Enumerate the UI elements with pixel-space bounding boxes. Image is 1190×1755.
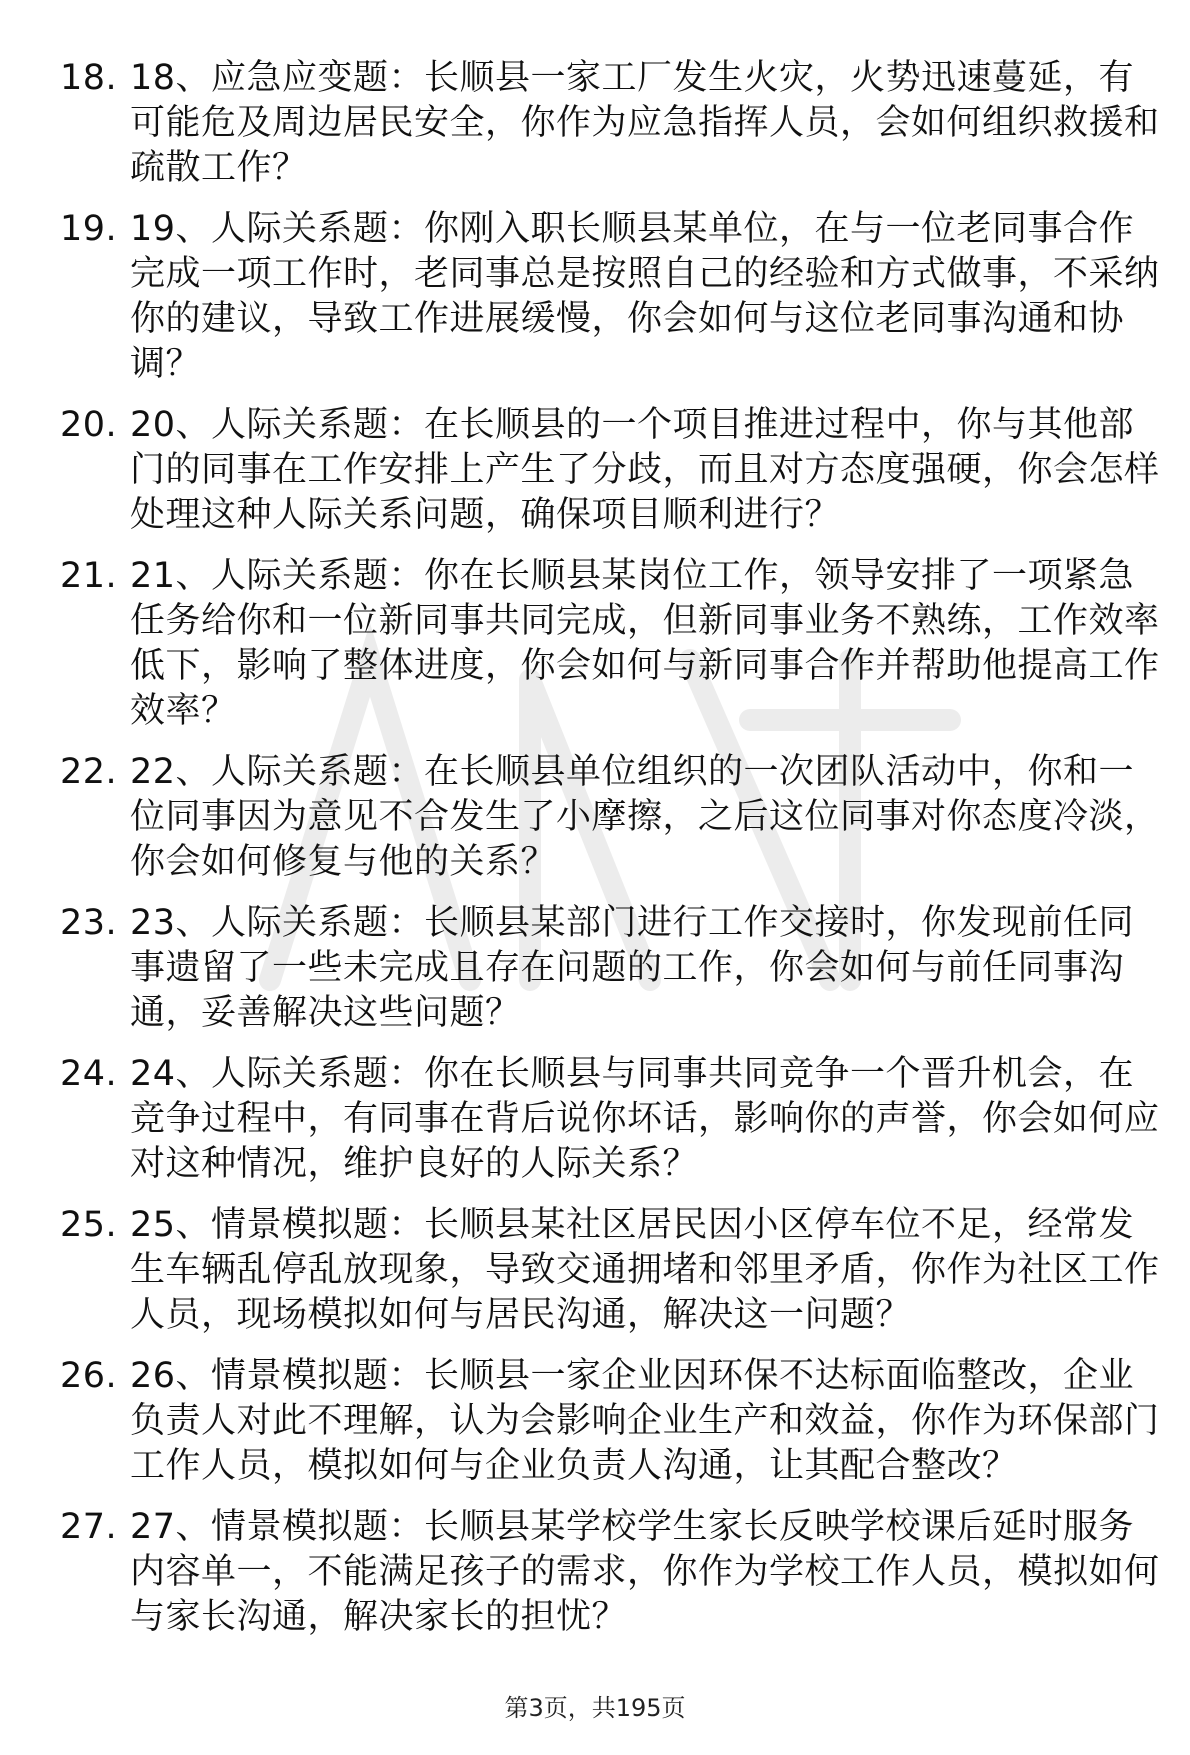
question-text: 19、人际关系题：你刚入职长顺县某单位，在与一位老同事合作完成一项工作时，老同事总是按照自己的经验和方式做事，不采纳你的建议，导致工作进展缓慢，你会如何与这位老同事沟通和协调？ [130,209,1160,384]
list-item [60,403,1160,538]
question-list [60,56,1160,1656]
list-item [60,207,1160,387]
list-item [60,901,1160,1036]
question-text: 25、情景模拟题：长顺县某社区居民因小区停车位不足，经常发生车辆乱停乱放现象，导致交通拥堵和邻里矛盾，你作为社区工作人员，现场模拟如何与居民沟通，解决这一问题？ [130,1205,1160,1335]
list-item [60,1052,1160,1187]
question-text: 22、人际关系题：在长顺县单位组织的一次团队活动中，你和一位同事因为意见不合发生了小摩擦，之后这位同事对你态度冷淡，你会如何修复与他的关系？ [130,752,1160,882]
question-number: 20. [60,405,118,445]
list-item [60,554,1160,734]
list-item [60,1505,1160,1640]
list-item [60,1354,1160,1489]
question-number: 18. [60,58,118,98]
question-number: 26. [60,1356,118,1396]
page-footer: 第3页，共195页 [504,1694,686,1722]
question-number: 23. [60,903,118,943]
question-number: 24. [60,1054,118,1094]
question-number: 21. [60,556,118,596]
question-number: 19. [60,209,118,249]
question-text: 24、人际关系题：你在长顺县与同事共同竞争一个晋升机会，在竞争过程中，有同事在背后说你坏话，影响你的声誉，你会如何应对这种情况，维护良好的人际关系？ [130,1054,1160,1184]
question-text: 27、情景模拟题：长顺县某学校学生家长反映学校课后延时服务内容单一，不能满足孩子的需求，你作为学校工作人员，模拟如何与家长沟通，解决家长的担忧？ [130,1507,1160,1637]
question-number: 25. [60,1205,118,1245]
question-text: 23、人际关系题：长顺县某部门进行工作交接时，你发现前任同事遗留了一些未完成且存在问题的工作，你会如何与前任同事沟通，妥善解决这些问题？ [130,903,1135,1033]
list-item [60,750,1160,885]
question-number: 27. [60,1507,118,1547]
list-item [60,1203,1160,1338]
question-text: 18、应急应变题：长顺县一家工厂发生火灾，火势迅速蔓延，有可能危及周边居民安全，你作为应急指挥人员，会如何组织救援和疏散工作？ [130,58,1160,188]
question-text: 21、人际关系题：你在长顺县某岗位工作，领导安排了一项紧急任务给你和一位新同事共同完成，但新同事业务不熟练，工作效率低下，影响了整体进度，你会如何与新同事合作并帮助他提高工作效率？ [130,556,1160,731]
question-number: 22. [60,752,118,792]
list-item [60,56,1160,191]
question-text: 20、人际关系题：在长顺县的一个项目推进过程中，你与其他部门的同事在工作安排上产生了分歧，而且对方态度强硬，你会怎样处理这种人际关系问题，确保项目顺利进行？ [130,405,1160,535]
question-text: 26、情景模拟题：长顺县一家企业因环保不达标面临整改，企业负责人对此不理解，认为会影响企业生产和效益，你作为环保部门工作人员，模拟如何与企业负责人沟通，让其配合整改？ [130,1356,1160,1486]
